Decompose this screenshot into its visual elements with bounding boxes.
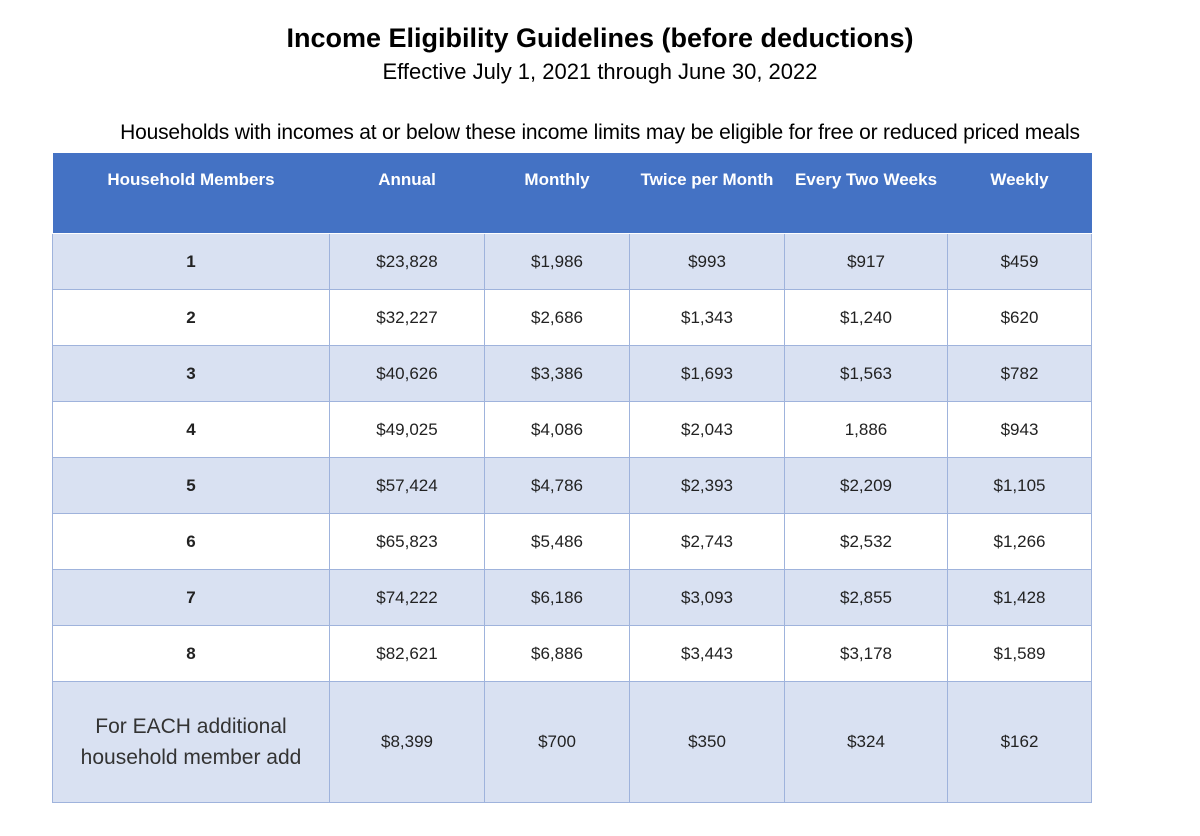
- cell-weekly: $782: [948, 346, 1092, 402]
- cell-members: 2: [53, 290, 330, 346]
- cell-every-two-weeks: 1,886: [785, 402, 948, 458]
- cell-annual: $74,222: [330, 570, 485, 626]
- cell-twice-per-month: $2,393: [630, 458, 785, 514]
- cell-additional-label: For EACH additional household member add: [53, 682, 330, 803]
- cell-weekly: $1,589: [948, 626, 1092, 682]
- cell-twice-per-month: $2,743: [630, 514, 785, 570]
- cell-every-two-weeks: $917: [785, 234, 948, 290]
- cell-twice-per-month: $350: [630, 682, 785, 803]
- cell-monthly: $2,686: [485, 290, 630, 346]
- cell-weekly: $1,105: [948, 458, 1092, 514]
- cell-monthly: $3,386: [485, 346, 630, 402]
- cell-members: 4: [53, 402, 330, 458]
- income-eligibility-table: [52, 153, 1092, 803]
- page-subtitle: Effective July 1, 2021 through June 30, 2022: [382, 59, 818, 84]
- cell-annual: $82,621: [330, 626, 485, 682]
- cell-members: 8: [53, 626, 330, 682]
- cell-monthly: $6,186: [485, 570, 630, 626]
- header-row: [53, 153, 1092, 234]
- column-header-twice-per-month: Twice per Month: [630, 153, 785, 234]
- cell-annual: $49,025: [330, 402, 485, 458]
- table-row: [53, 626, 1092, 682]
- cell-members: 3: [53, 346, 330, 402]
- table-row: [53, 234, 1092, 290]
- cell-every-two-weeks: $1,563: [785, 346, 948, 402]
- cell-twice-per-month: $2,043: [630, 402, 785, 458]
- table-row: [53, 458, 1092, 514]
- cell-twice-per-month: $3,443: [630, 626, 785, 682]
- cell-twice-per-month: $993: [630, 234, 785, 290]
- cell-every-two-weeks: $2,532: [785, 514, 948, 570]
- cell-annual: $65,823: [330, 514, 485, 570]
- cell-every-two-weeks: $324: [785, 682, 948, 803]
- table-row: [53, 402, 1092, 458]
- table-body: [53, 234, 1092, 803]
- cell-twice-per-month: $1,693: [630, 346, 785, 402]
- cell-every-two-weeks: $2,855: [785, 570, 948, 626]
- cell-annual: $8,399: [330, 682, 485, 803]
- cell-twice-per-month: $3,093: [630, 570, 785, 626]
- cell-monthly: $1,986: [485, 234, 630, 290]
- cell-monthly: $700: [485, 682, 630, 803]
- cell-twice-per-month: $1,343: [630, 290, 785, 346]
- cell-monthly: $4,086: [485, 402, 630, 458]
- cell-every-two-weeks: $2,209: [785, 458, 948, 514]
- cell-every-two-weeks: $1,240: [785, 290, 948, 346]
- column-header-household-members: Household Members: [53, 153, 330, 234]
- cell-members: 5: [53, 458, 330, 514]
- cell-annual: $23,828: [330, 234, 485, 290]
- column-header-every-two-weeks: Every Two Weeks: [785, 153, 948, 234]
- cell-monthly: $6,886: [485, 626, 630, 682]
- cell-weekly: $620: [948, 290, 1092, 346]
- cell-monthly: $5,486: [485, 514, 630, 570]
- page-title: Income Eligibility Guidelines (before deductions): [286, 23, 914, 53]
- cell-annual: $57,424: [330, 458, 485, 514]
- additional-member-row: [53, 682, 1092, 803]
- cell-members: 6: [53, 514, 330, 570]
- cell-every-two-weeks: $3,178: [785, 626, 948, 682]
- cell-weekly: $943: [948, 402, 1092, 458]
- table-row: [53, 290, 1092, 346]
- cell-weekly: $162: [948, 682, 1092, 803]
- table-row: [53, 346, 1092, 402]
- table-row: [53, 514, 1092, 570]
- table-header: [53, 153, 1092, 234]
- column-header-monthly: Monthly: [485, 153, 630, 234]
- cell-weekly: $1,266: [948, 514, 1092, 570]
- cell-members: 1: [53, 234, 330, 290]
- table-row: [53, 570, 1092, 626]
- column-header-annual: Annual: [330, 153, 485, 234]
- cell-members: 7: [53, 570, 330, 626]
- eligibility-note: Households with incomes at or below these income limits may be eligible for free or reduced priced meals: [120, 121, 1080, 144]
- cell-monthly: $4,786: [485, 458, 630, 514]
- column-header-weekly: Weekly: [948, 153, 1092, 234]
- cell-weekly: $459: [948, 234, 1092, 290]
- cell-annual: $40,626: [330, 346, 485, 402]
- cell-annual: $32,227: [330, 290, 485, 346]
- cell-weekly: $1,428: [948, 570, 1092, 626]
